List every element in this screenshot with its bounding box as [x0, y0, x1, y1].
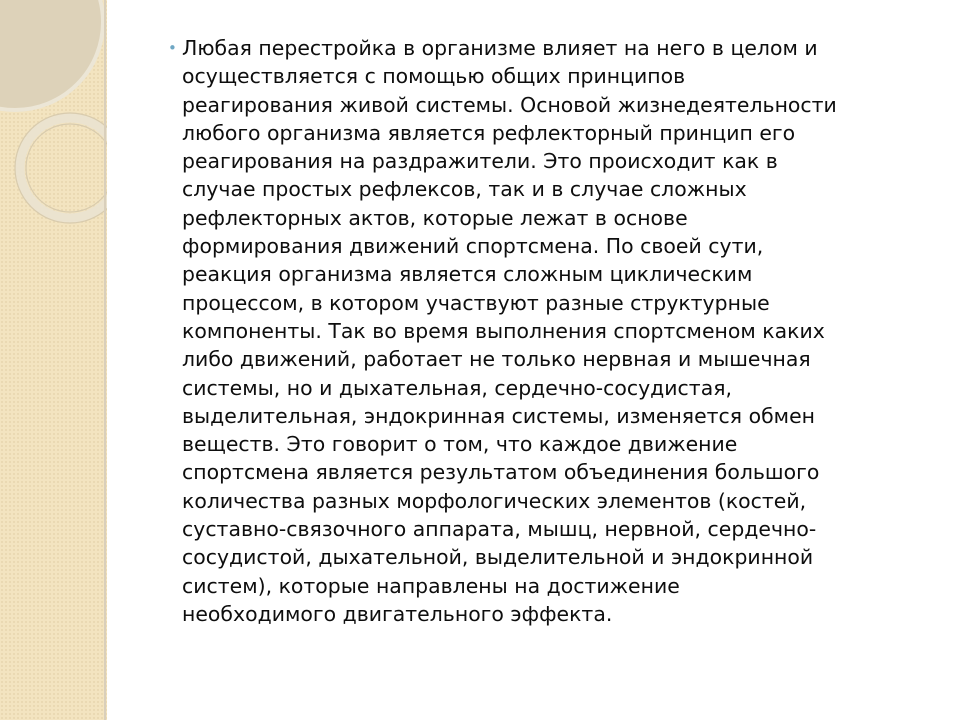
decor-ring: [20, 118, 107, 218]
paragraph-line: процессом, в котором участвуют разные структурные: [182, 290, 770, 315]
decor-ring-outer-edge: [15, 113, 107, 223]
paragraph-line: либо движений, работает не только нервная и мышечная: [182, 347, 811, 372]
paragraph-line: рефлекторных актов, которые лежат в основе: [182, 205, 688, 230]
paragraph-line: необходимого двигательного эффекта.: [182, 601, 613, 626]
decorative-side-strip: [0, 0, 107, 720]
paragraph-line: Любая перестройка в организме влияет на него в целом и: [182, 36, 818, 60]
paragraph-line: суставно-связочного аппарата, мышц, нервной, сердечно-: [182, 517, 817, 542]
paragraph-line: случае простых рефлексов, так и в случае сложных: [182, 177, 747, 202]
paragraph-line: сосудистой, дыхательной, выделительной и эндокринной: [182, 545, 814, 570]
decor-ring-inner-edge: [26, 124, 107, 212]
decorative-circles-graphic: [0, 0, 107, 720]
paragraph-line: компоненты. Так во время выполнения спортсменом каких: [182, 318, 825, 343]
bullet-paragraph: [182, 34, 837, 628]
bullet-dot-icon: •: [168, 39, 177, 57]
slide-content: [168, 34, 938, 628]
bullet-item: [168, 34, 938, 628]
paragraph-line: реакция организма является сложным циклическим: [182, 262, 753, 287]
paragraph-line: осуществляется с помощью общих принципов: [182, 64, 686, 89]
paragraph-line: количества разных морфологических элементов (костей,: [182, 488, 807, 513]
paragraph-line: систем), которые направлены на достижение: [182, 573, 680, 598]
paragraph-line: спортсмена является результатом объединения большого: [182, 460, 820, 485]
paragraph-line: выделительная, эндокринная системы, изменяется обмен: [182, 403, 815, 428]
paragraph-line: реагирования живой системы. Основой жизнедеятельности: [182, 92, 837, 117]
paragraph-line: любого организма является рефлекторный принцип его: [182, 120, 796, 145]
decor-large-disc: [0, 0, 103, 110]
paragraph-line: веществ. Это говорит о том, что каждое движение: [182, 432, 738, 457]
strip-edge-line: [104, 0, 106, 720]
paragraph-line: реагирования на раздражители. Это происходит как в: [182, 149, 778, 174]
paragraph-line: формирования движений спортсмена. По своей сути,: [182, 234, 764, 259]
paragraph-line: системы, но и дыхательная, сердечно-сосудистая,: [182, 375, 732, 400]
